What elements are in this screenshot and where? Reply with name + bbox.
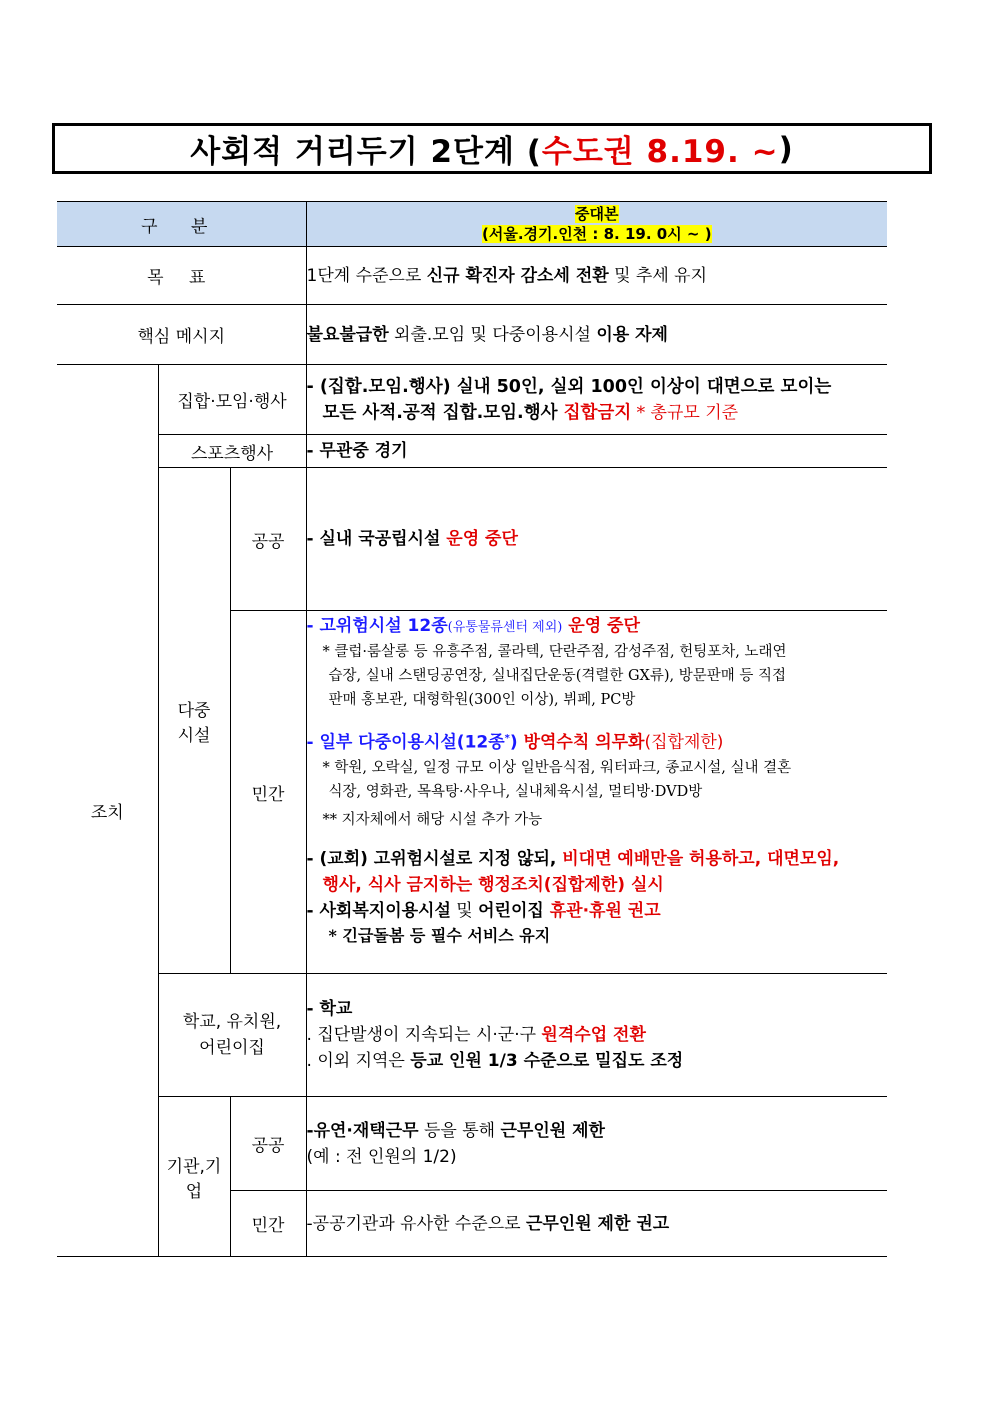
goal-label: 목 표 — [57, 247, 306, 305]
measures-table — [57, 201, 887, 1257]
gathering-label: 집합·모임·행사 — [158, 365, 306, 435]
page-title — [52, 123, 932, 174]
header-authority-name: 중대본 — [575, 205, 619, 223]
facility-public-text: - 실내 국공립시설 운영 중단 — [306, 468, 887, 611]
message-label: 핵심 메시지 — [57, 305, 306, 365]
facility-private-label: 민간 — [230, 611, 306, 974]
title-text: 사회적 거리두기 2단계 ( — [190, 134, 542, 170]
goal-row — [57, 247, 887, 305]
school-label: 학교, 유치원, 어린이집 — [158, 974, 306, 1097]
title-region: 수도권 8.19. ~ — [541, 134, 779, 170]
header-authority-date: (서울.경기.인천 : 8. 19. 0시 ~ ) — [481, 225, 712, 243]
sports-text: - 무관중 경기 — [306, 435, 887, 468]
message-row — [57, 305, 887, 365]
org-private-label: 민간 — [230, 1191, 306, 1257]
sports-row — [57, 435, 887, 468]
org-private-text: -공공기관과 유사한 수준으로 근무인원 제한 권고 — [306, 1191, 887, 1257]
title-close: ) — [778, 130, 794, 167]
school-text: - 학교 . 집단발생이 지속되는 시·군·구 원격수업 전환 . 이외 지역은 등교 인원 1/3 수준으로 밀집도 조정 — [306, 974, 887, 1097]
org-public-text: -유연·재택근무 등을 통해 근무인원 제한 (예 : 전 인원의 1/2) — [306, 1097, 887, 1191]
org-public-label: 공공 — [230, 1097, 306, 1191]
gathering-row — [57, 365, 887, 435]
message-text: 불요불급한 외출.모임 및 다중이용시설 이용 자제 — [306, 305, 887, 365]
sports-label: 스포츠행사 — [158, 435, 306, 468]
gathering-text: - (집합.모임.행사) 실내 50인, 실외 100인 이상이 대면으로 모이는 모든 사적.공적 집합.모임.행사 집합금지 * 총규모 기준 — [306, 365, 887, 435]
header-authority — [306, 202, 887, 247]
measures-label: 조치 — [57, 365, 158, 1257]
facility-public-row — [57, 468, 887, 611]
goal-text: 1단계 수준으로 신규 확진자 감소세 전환 및 추세 유지 — [306, 247, 887, 305]
org-label: 기관,기 업 — [158, 1097, 230, 1257]
facilities-label: 다중 시설 — [158, 468, 230, 974]
org-public-row — [57, 1097, 887, 1191]
header-row — [57, 202, 887, 247]
header-category: 구 분 — [57, 202, 306, 247]
facility-private-text: - 고위험시설 12종(유통물류센터 제외) 운영 중단 * 클럽·룸살롱 등 유흥주점, 콜라텍, 단란주점, 감성주점, 헌팅포차, 노래연 습장, 실내 스탠딩공연장, 실내집단운동(격렬한 GX류), 방문판매 등 직접 판매 홍보관, 대형학원(300인 이상), 뷔페, PC방 - 일부 다중이용시설(12종*) 방역수칙 의무화(집합제한) * 학원, 오락실, 일정 규모 이상 일반음식점, 워터파크, 종교시설, 실내 결혼 식장, 영화관, 목욕탕·사우나, 실내체육시설, 멀티방·DVD방 ** 지자체에서 해당 시설 추가 가능 - (교회) 고위험시설로 지정 않되, 비대면 예배만을 허용하고, 대면모임, 행사, 식사 금지하는 행정조치(집합제한) 실시 - 사회복지이용시설 및 어린이집 휴관·휴원 권고 * 긴급돌봄 등 필수 서비스 유지 — [306, 611, 887, 974]
school-row — [57, 974, 887, 1097]
facility-public-label: 공공 — [230, 468, 306, 611]
